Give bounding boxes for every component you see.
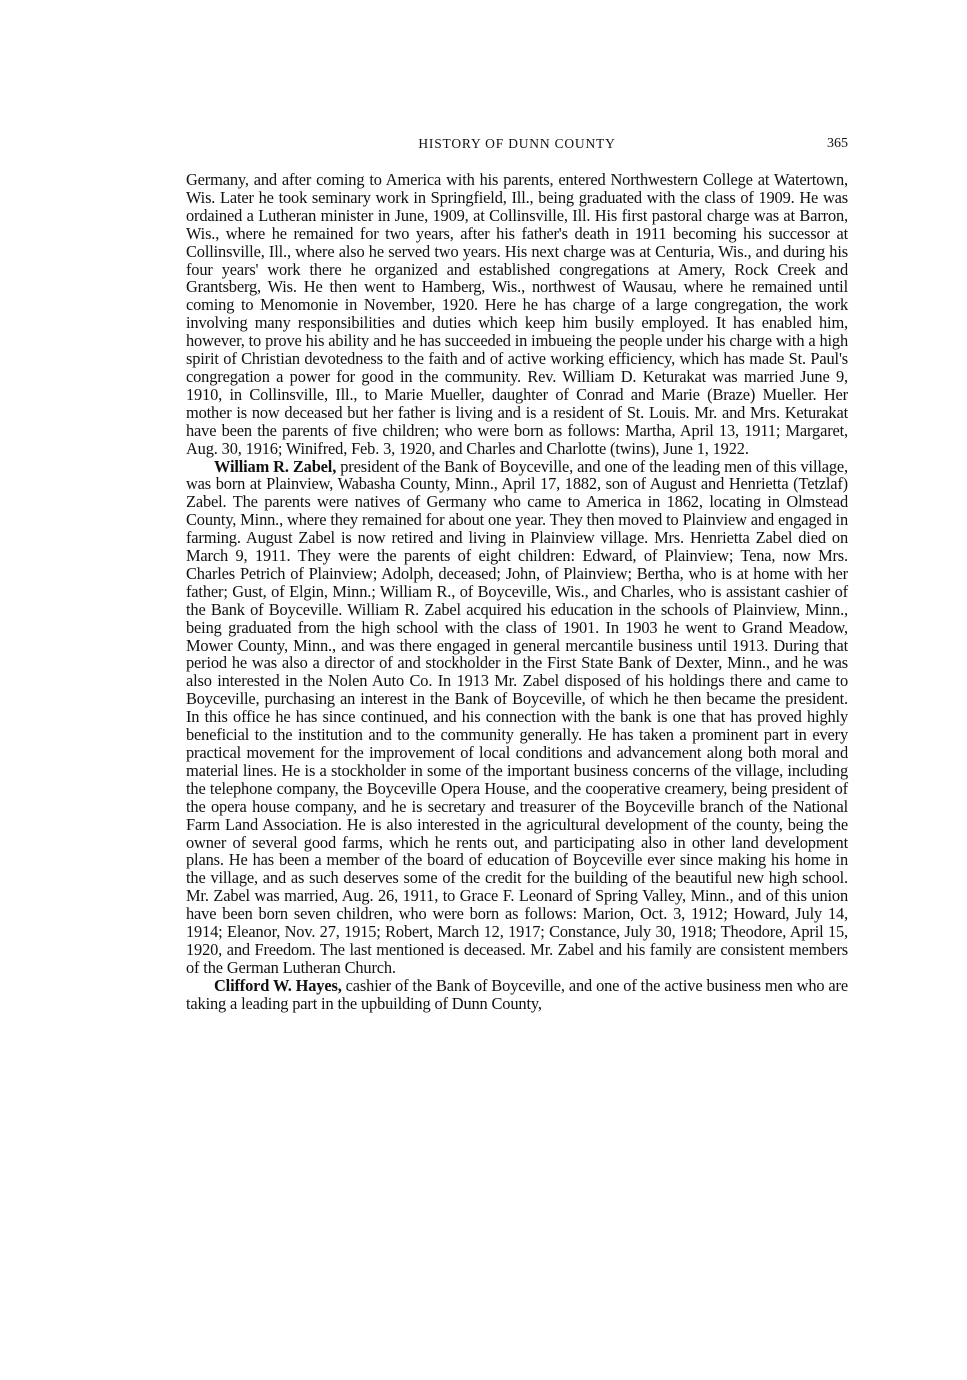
paragraph-hayes: [186, 977, 848, 1013]
paragraph-keturakat-continued: [186, 171, 848, 458]
biography-name: Clifford W. Hayes,: [214, 975, 342, 995]
body-text: [186, 171, 848, 1013]
running-title: HISTORY OF DUNN COUNTY: [418, 136, 616, 151]
paragraph-text: Germany, and after coming to America with his parents, entered Northwestern College at Watertown, Wis. Later he took seminary work in Springfield, Ill., being graduated with the class of 1909. He was ordained a Lutheran minister in June, 1909, at Collinsville, Ill. His first pastoral charge was at Barron, Wis., where he remained for two years, after his father's death in 1911 becoming his successor at Collinsville, Ill., where also he served two years. His next charge was at Centuria, Wis., and during his four years' work there he organized and established congregations at Amery, Rock Creek and Grantsberg, Wis. He then went to Hamberg, Wis., northwest of Wausau, where he remained until coming to Menomonie in November, 1920. Here he has charge of a large congregation, the work involving many responsibilities and duties which keep him busily employed. It has enabled him, however, to prove his ability and he has succeeded in imbueing the people under his charge with a high spirit of Christian devotedness to the faith and of active working efficiency, which has made St. Paul's congregation a power for good in the community. Rev. William D. Keturakat was married June 9, 1910, in Collinsville, Ill., to Marie Mueller, daughter of Conrad and Marie (Braze) Mueller. Her mother is now deceased but her father is living and is a resident of St. Louis. Mr. and Mrs. Keturakat have been the parents of five children; who were born as follows: Martha, April 13, 1911; Margaret, Aug. 30, 1916; Winifred, Feb. 3, 1920, and Charles and Charlotte (twins), June 1, 1922.: [186, 170, 848, 458]
paragraph-text: president of the Bank of Boyceville, and one of the leading men of this village, was born at Plainview, Wabasha County, Minn., April 17, 1882, son of August and Henrietta (Tetzlaf) Zabel. The parents were natives of Germany who came to America in 1862, locating in Olmstead County, Minn., where they remained for about one year. They then moved to Plainview and engaged in farming. August Zabel is now retired and living in Plainview village. Mrs. Henrietta Zabel died on March 9, 1911. They were the parents of eight children: Edward, of Plainview; Tena, now Mrs. Charles Petrich of Plainview; Adolph, deceased; John, of Plainview; Bertha, who is at home with her father; Gust, of Elgin, Minn.; William R., of Boyceville, Wis., and Charles, who is assistant cashier of the Bank of Boyceville. William R. Zabel acquired his education in the schools of Plainview, Minn., being graduated from the high school with the class of 1901. In 1903 he went to Grand Meadow, Mower County, Minn., and was there engaged in general mercantile business until 1913. During that period he was also a director of and stockholder in the First State Bank of Dexter, Minn., and he was also interested in the Nolen Auto Co. In 1913 Mr. Zabel disposed of his holdings there and came to Boyceville, purchasing an interest in the Bank of Boyceville, of which he then became the president. In this office he has since continued, and his connection with the bank is one that has proved highly beneficial to the institution and to the community generally. He has taken a prominent part in every practical movement for the improvement of local conditions and advancement along both moral and material lines. He is a stockholder in some of the important business concerns of the village, including the telephone company, the Boyceville Opera House, and the cooperative creamery, being president of the opera house company, and he is secretary and treasurer of the Boyceville branch of the National Farm Land Association. He is also interested in the agricultural development of the county, being the owner of several good farms, which he rents out, and participating also in other land development plans. He has been a member of the board of education of Boyceville ever since making his home in the village, and as such deserves some of the credit for the building of the beautiful new high school. Mr. Zabel was married, Aug. 26, 1911, to Grace F. Leonard of Spring Valley, Minn., and of this union have been born seven children, who were born as follows: Marion, Oct. 3, 1912; Howard, July 14, 1914; Eleanor, Nov. 27, 1915; Robert, March 12, 1917; Constance, July 30, 1918; Theodore, April 15, 1920, and Freedom. The last mentioned is deceased. Mr. Zabel and his family are consistent members of the German Lutheran Church.: [186, 456, 848, 977]
running-head: [186, 136, 848, 158]
paragraph-zabel: [186, 458, 848, 977]
page-number: 365: [827, 136, 848, 151]
biography-name: William R. Zabel,: [214, 456, 337, 476]
paragraph-text: cashier of the Bank of Boyceville, and one of the active business men who are taking a leading part in the upbuilding of Dunn County,: [186, 975, 848, 1013]
